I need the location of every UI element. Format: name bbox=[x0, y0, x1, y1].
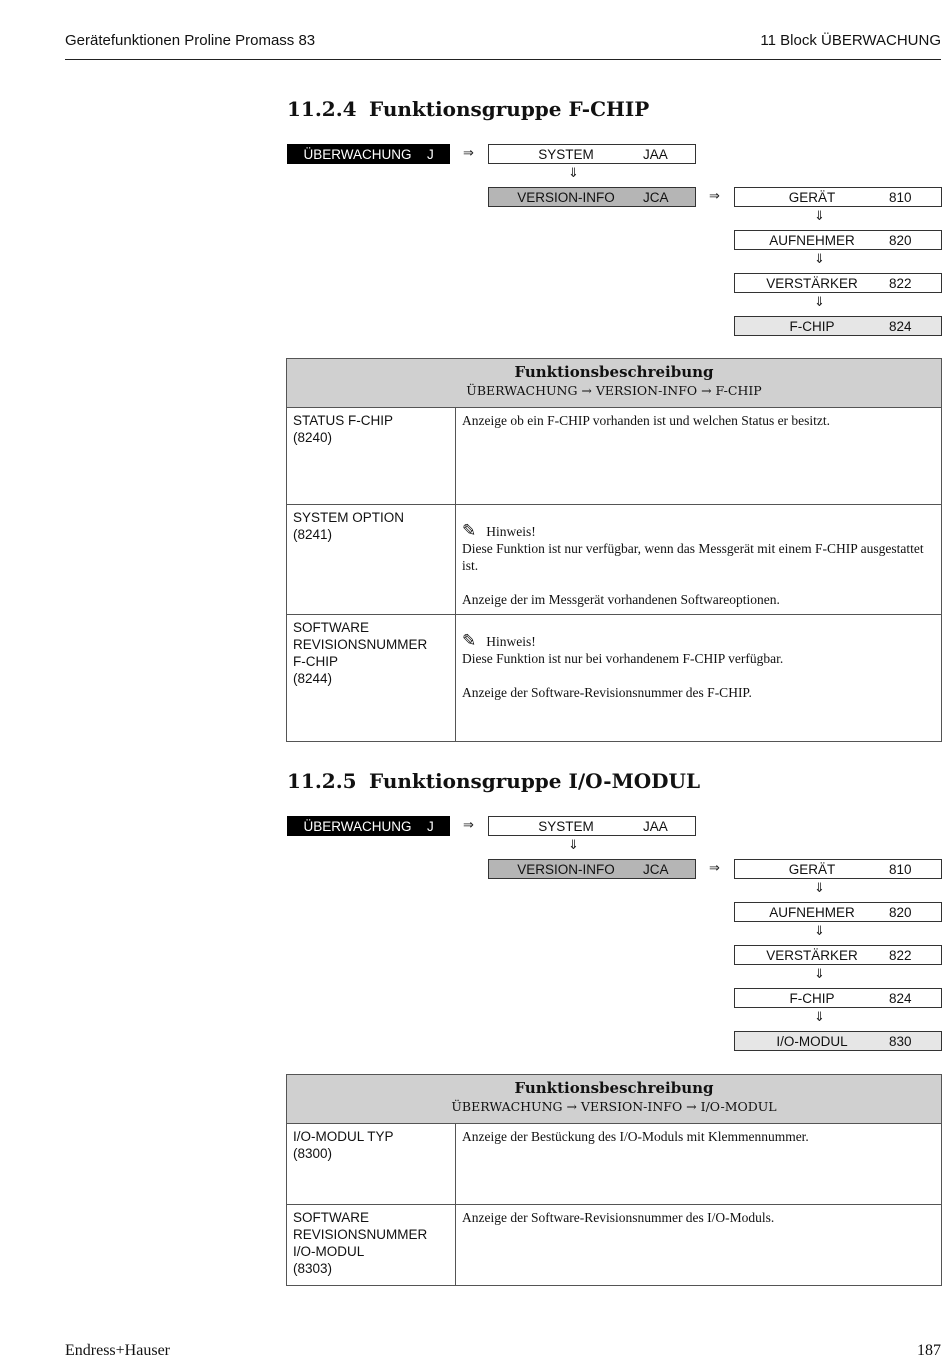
nav-box-code: JAA bbox=[643, 818, 668, 834]
nav-box-name: GERÄT bbox=[788, 189, 836, 205]
note-text: Diese Funktion ist nur bei vorhandenem F-CHIP verfügbar. bbox=[462, 651, 784, 666]
nav-item-io-modul bbox=[734, 1031, 942, 1051]
nav-box-name: GERÄT bbox=[788, 861, 836, 877]
nav-box-code: JAA bbox=[643, 146, 668, 162]
function-code: (8240) bbox=[293, 430, 333, 445]
arrow-down-icon: ⇓ bbox=[814, 252, 825, 267]
function-description: Anzeige der Bestückung des I/O-Moduls mit Klemmennummer. bbox=[462, 1129, 809, 1144]
nav-box-name: AUFNEHMER bbox=[769, 232, 855, 248]
arrow-right-icon: ⇒ bbox=[709, 861, 720, 876]
table-title: Funktionsbeschreibung bbox=[514, 363, 714, 381]
arrow-right-icon: ⇒ bbox=[463, 146, 474, 161]
page-header-chapter: 11 Block ÜBERWACHUNG bbox=[760, 32, 941, 49]
pencil-icon: ✎ bbox=[462, 521, 477, 541]
nav-box-code: 810 bbox=[889, 861, 912, 877]
function-table-io-modul bbox=[286, 1074, 942, 1286]
nav-box-code: 822 bbox=[889, 275, 912, 291]
section-title: Funktionsgruppe F-CHIP bbox=[369, 97, 650, 121]
nav-box-name: I/O-MODUL bbox=[776, 1033, 848, 1049]
function-name: REVISIONSNUMMER bbox=[293, 637, 428, 652]
arrow-down-icon: ⇓ bbox=[814, 924, 825, 939]
function-name: SOFTWARE bbox=[293, 620, 369, 635]
function-description-cell bbox=[456, 505, 942, 615]
nav-box-code: JCA bbox=[643, 189, 669, 205]
function-code: (8244) bbox=[293, 671, 333, 686]
function-name: I/O-MODUL bbox=[293, 1244, 365, 1259]
function-name: SYSTEM OPTION bbox=[293, 510, 405, 525]
nav-item-f-chip bbox=[734, 316, 942, 336]
nav-box-name: ÜBERWACHUNG bbox=[303, 818, 412, 834]
nav-box-code: JCA bbox=[643, 861, 669, 877]
function-name-cell bbox=[287, 1124, 456, 1205]
nav-box-name: VERSION-INFO bbox=[517, 861, 615, 877]
nav-group-system bbox=[488, 816, 696, 836]
arrow-down-icon: ⇓ bbox=[814, 881, 825, 896]
arrow-down-icon: ⇓ bbox=[814, 967, 825, 982]
arrow-right-icon: ⇒ bbox=[709, 189, 720, 204]
section-number: 11.2.5 bbox=[287, 769, 357, 793]
note-text: Diese Funktion ist nur verfügbar, wenn das Messgerät mit einem F-CHIP ausgestattet ist. bbox=[462, 541, 924, 573]
nav-box-name: VERSTÄRKER bbox=[766, 275, 858, 291]
nav-box-code: J bbox=[427, 146, 434, 162]
page-number: 187 bbox=[917, 1342, 941, 1359]
nav-box-name: SYSTEM bbox=[538, 818, 594, 834]
function-name-cell bbox=[287, 1205, 456, 1286]
nav-box-name: SYSTEM bbox=[538, 146, 594, 162]
footer-company: Endress+Hauser bbox=[65, 1342, 170, 1359]
section-heading-f-chip bbox=[287, 97, 649, 121]
function-code: (8303) bbox=[293, 1261, 333, 1276]
arrow-right-icon: ⇒ bbox=[463, 818, 474, 833]
function-name: F-CHIP bbox=[293, 654, 338, 669]
function-code: (8241) bbox=[293, 527, 333, 542]
nav-item-aufnehmer bbox=[734, 230, 942, 250]
nav-item-verstaerker bbox=[734, 273, 942, 293]
function-description-cell bbox=[456, 615, 942, 742]
nav-subgroup-version-info bbox=[488, 859, 696, 879]
arrow-down-icon: ⇓ bbox=[568, 838, 579, 853]
note-label: Hinweis! bbox=[486, 634, 536, 649]
nav-block-ueberwachung bbox=[287, 816, 450, 836]
table-title: Funktionsbeschreibung bbox=[514, 1079, 714, 1097]
nav-box-name: F-CHIP bbox=[789, 318, 835, 334]
nav-box-code: 824 bbox=[889, 990, 912, 1006]
table-path: ÜBERWACHUNG → VERSION-INFO → I/O-MODUL bbox=[451, 1099, 777, 1114]
arrow-down-icon: ⇓ bbox=[814, 295, 825, 310]
nav-box-name: AUFNEHMER bbox=[769, 904, 855, 920]
nav-item-f-chip bbox=[734, 988, 942, 1008]
table-path: ÜBERWACHUNG → VERSION-INFO → F-CHIP bbox=[466, 383, 762, 398]
nav-box-code: J bbox=[427, 818, 434, 834]
section-heading-io-modul bbox=[287, 769, 700, 793]
table-row bbox=[287, 505, 942, 615]
nav-box-name: VERSION-INFO bbox=[517, 189, 615, 205]
function-name: STATUS F-CHIP bbox=[293, 413, 393, 428]
pencil-icon: ✎ bbox=[462, 631, 477, 651]
function-description: Anzeige der Software-Revisionsnummer des F-CHIP. bbox=[462, 685, 752, 700]
function-code: (8300) bbox=[293, 1146, 333, 1161]
function-name-cell bbox=[287, 505, 456, 615]
function-table-f-chip bbox=[286, 358, 942, 742]
function-description-cell bbox=[456, 1124, 942, 1205]
function-name: REVISIONSNUMMER bbox=[293, 1227, 428, 1242]
nav-box-code: 822 bbox=[889, 947, 912, 963]
nav-box-name: F-CHIP bbox=[789, 990, 835, 1006]
function-name-cell bbox=[287, 408, 456, 505]
nav-box-code: 820 bbox=[889, 232, 912, 248]
nav-box-name: VERSTÄRKER bbox=[766, 947, 858, 963]
nav-block-ueberwachung bbox=[287, 144, 450, 164]
note bbox=[462, 633, 935, 650]
nav-box-code: 830 bbox=[889, 1033, 912, 1049]
nav-subgroup-version-info bbox=[488, 187, 696, 207]
function-description: Anzeige der Software-Revisionsnummer des I/O-Moduls. bbox=[462, 1210, 775, 1225]
arrow-down-icon: ⇓ bbox=[814, 1010, 825, 1025]
arrow-down-icon: ⇓ bbox=[814, 209, 825, 224]
table-header bbox=[287, 1075, 942, 1124]
nav-item-verstaerker bbox=[734, 945, 942, 965]
function-description-cell bbox=[456, 408, 942, 505]
nav-item-geraet bbox=[734, 859, 942, 879]
header-rule bbox=[65, 59, 941, 60]
nav-group-system bbox=[488, 144, 696, 164]
section-number: 11.2.4 bbox=[287, 97, 357, 121]
table-row bbox=[287, 615, 942, 742]
page-header-title: Gerätefunktionen Proline Promass 83 bbox=[65, 32, 316, 49]
nav-item-aufnehmer bbox=[734, 902, 942, 922]
table-row bbox=[287, 408, 942, 505]
nav-box-code: 810 bbox=[889, 189, 912, 205]
function-description: Anzeige ob ein F-CHIP vorhanden ist und welchen Status er besitzt. bbox=[462, 413, 831, 428]
nav-box-name: ÜBERWACHUNG bbox=[303, 146, 412, 162]
table-row bbox=[287, 1124, 942, 1205]
function-name: SOFTWARE bbox=[293, 1210, 369, 1225]
function-name: I/O-MODUL TYP bbox=[293, 1129, 394, 1144]
function-name-cell bbox=[287, 615, 456, 742]
function-description: Anzeige der im Messgerät vorhandenen Softwareoptionen. bbox=[462, 592, 780, 607]
nav-item-geraet bbox=[734, 187, 942, 207]
table-header bbox=[287, 359, 942, 408]
note bbox=[462, 523, 935, 540]
nav-box-code: 820 bbox=[889, 904, 912, 920]
nav-box-code: 824 bbox=[889, 318, 912, 334]
arrow-down-icon: ⇓ bbox=[568, 166, 579, 181]
section-title: Funktionsgruppe I/O-MODUL bbox=[369, 769, 701, 793]
table-row bbox=[287, 1205, 942, 1286]
note-label: Hinweis! bbox=[486, 524, 536, 539]
function-description-cell bbox=[456, 1205, 942, 1286]
